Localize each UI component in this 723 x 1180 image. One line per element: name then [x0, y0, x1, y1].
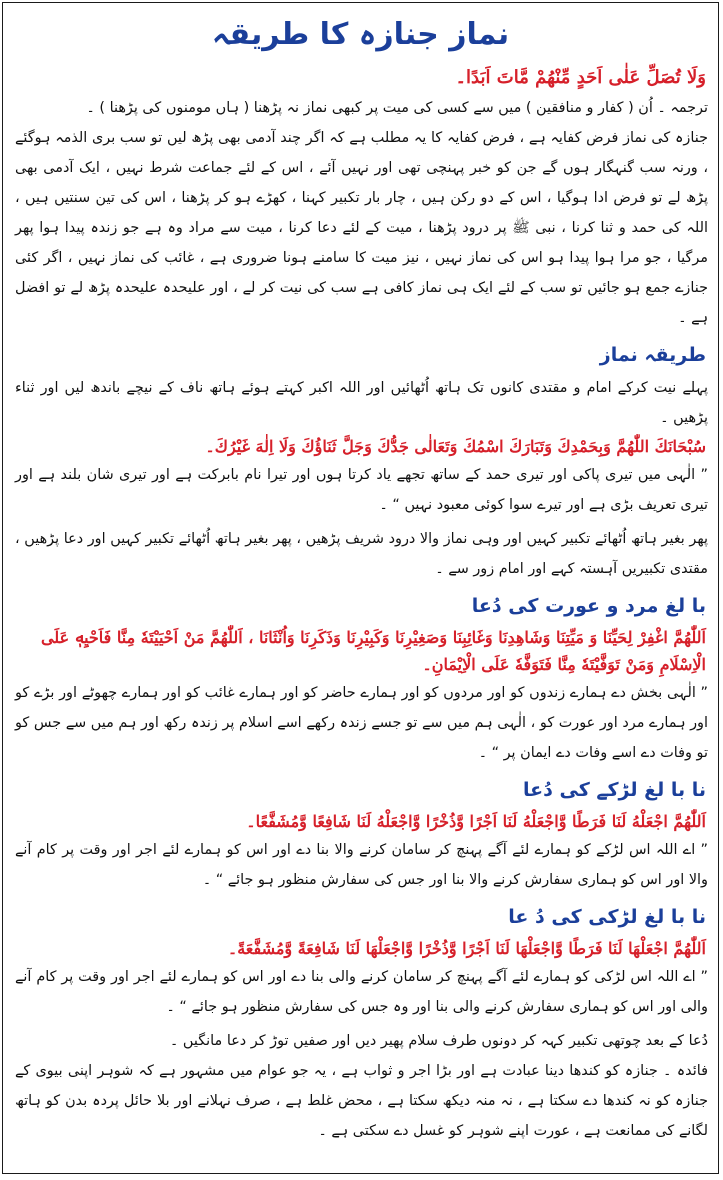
girl-dua-arabic: اَللّٰهُمَّ اجْعَلْهَا لَنَا فَرَطًا وَّاجْعَلْهَا لَنَا اَجْرًا وَّذُخْرًا وَّاجْعَلْهَا لَنَا شَافِعَةً وَّمُشَفَّعَةً۔	[227, 939, 706, 958]
girl-dua-translation: ” اے اللہ اس لڑکی کو ہمارے لئے آگے پہنچ کر سامان کرنے والی بنا دے اور اس کو ہمارے لئے اجر اور وقت پر کام آنے والی اور اس کو ہماری سفارش کرنے والی بنا اور وہ جس کی سفارش منظور ہو جائے “ ۔	[15, 969, 708, 1015]
boy-dua-translation: ” اے اللہ اس لڑکے کو ہمارے لئے آگے پہنچ کر سامان کرنے والا بنا دے اور اس کو ہمارے لئے اجر اور وقت پر کام آنے والا اور اس کو ہماری سفارش کرنے والا بنا اور جس کی سفارش منظور ہو جائے “ ۔	[15, 842, 708, 888]
boy-dua-heading: نا با لغ لڑکے کی دُعا	[523, 779, 706, 801]
method-steps: پھر بغیر ہاتھ اُٹھائے تکبیر کہیں اور وہی نماز والا درود شریف پڑھیں ، پھر بغیر ہاتھ اُٹھائے تکبیر کہیں اور دعا پڑھیں ، مقتدی تکبیریں آہستہ کہے اور امام زور سے ۔	[15, 531, 708, 577]
ayah-translation: ترجمہ ۔ اُن ( کفار و منافقین ) میں سے کسی کی میت پر کبھی نماز نہ پڑھنا ( ہاں مومنوں کی پڑھنا ) ۔	[86, 100, 708, 116]
adult-dua-translation: ” الٰہی بخش دے ہمارے زندوں کو اور مردوں کو اور ہمارے حاضر کو اور ہمارے غائب کو اور ہمارے چھوٹے اور بڑے کو اور ہمارے مرد اور عورت کو ، الٰہی ہم میں سے تو جسے زندہ رکھے اسے اسلام پر زندہ رکھ اور ہم میں سے جس کو تو وفات دے اسے وفات دے ایمان پر “ ۔	[15, 685, 708, 761]
page-title: نماز جنازہ کا طریقہ	[211, 17, 510, 52]
document-page	[2, 2, 719, 1174]
adult-dua-arabic: اَللّٰهُمَّ اغْفِرْ لِحَيِّنَا وَ مَيِّتِنَا وَشَاهِدِنَا وَغَائِبِنَا وَصَغِيْرِنَا وَكَبِيْرِنَا وَذَكَرِنَا وَاُنْثَانَا ، اَللّٰهُمَّ مَنْ اَحْيَيْتَهٗ مِنَّا فَاَحْيِهٖ عَلَی الْاِسْلَامِ وَمَنْ تَوَفَّيْتَهٗ مِنَّا فَتَوَفَّهٗ عَلَی الْاِيْمَانِ۔	[40, 628, 706, 674]
funeral-prayer-ruling: جنازہ کی نماز فرض کفایہ ہے ، فرض کفایہ کا یہ مطلب ہے کہ اگر چند آدمی بھی پڑھ لیں تو سب بری الذمہ ہوگئے ، ورنہ سب گنہگار ہوں گے جن کو خبر پہنچی تھی اور نہیں آئے ، اس کے لئے جماعت شرط نہیں ، ایک آدمی بھی پڑھ لے تو فرض ادا ہوگیا ، اس کے دو رکن ہیں ، چار بار تکبیر کہنا ، کھڑے ہو کر پڑھنا ، اس کی تین سنتیں ہیں ، اللہ کی حمد و ثنا کرنا ، نبی ﷺ پر درود پڑھنا ، میت کے لئے دعا کرنا ، میت سے مراد وہ ہے جو زندہ پیدا ہوا پھر مرگیا ، جو مرا ہوا پیدا ہو اس کی نماز نہیں ، نیز میت کا سامنے ہونا ضروری ہے ، غائب کی نماز نہیں ، اگر کئی جنازے جمع ہو جائیں تو سب کے لئے ایک ہی نماز کافی ہے سب کی نیت کر لے ، اور علیحدہ علیحدہ پڑھ لے تو افضل ہے ۔	[15, 130, 708, 326]
method-heading: طریقہ نماز	[599, 344, 706, 366]
girl-dua-heading: نا با لغ لڑکی کی دُ عا	[508, 906, 706, 928]
thana-arabic: سُبْحَانَكَ اللّٰهُمَّ وَبِحَمْدِكَ وَتَبَارَكَ اسْمُكَ وَتَعَالٰی جَدُّكَ وَجَلَّ ثَنَاؤُكَ وَلَا اِلٰهَ غَيْرُكَ۔	[205, 437, 706, 456]
benefit-note: فائدہ ۔ جنازہ کو کندھا دینا عبادت ہے اور بڑا اجر و ثواب ہے ، یہ جو عوام میں مشہور ہے کہ شوہر اپنی بیوی کے جنازہ کو نہ کندھا دے سکتا ہے ، نہ منہ دیکھ سکتا ہے ، محض غلط ہے ، صرف نہلانے اور بلا حائل پردہ بدن کو ہاتھ لگانے کی ممانعت ہے ، عورت اپنے شوہر کو غسل دے سکتی ہے ۔	[15, 1063, 708, 1139]
after-dua-instruction: دُعا کے بعد چوتھی تکبیر کہہ کر دونوں طرف سلام پھیر دیں اور صفیں توڑ کر دعا مانگیں ۔	[169, 1033, 708, 1049]
boy-dua-arabic: اَللّٰهُمَّ اجْعَلْهُ لَنَا فَرَطًا وَّاجْعَلْهُ لَنَا اَجْرًا وَّذُخْرًا وَّاجْعَلْهُ لَنَا شَافِعًا وَّمُشَفَّعًا۔	[246, 812, 706, 831]
quran-ayah: وَلَا تُصَلِّ عَلٰی اَحَدٍ مِّنْهُمْ مَّاتَ اَبَدًا۔	[455, 67, 706, 88]
method-intention: پہلے نیت کرکے امام و مقتدی کانوں تک ہاتھ اُٹھائیں اور اللہ اکبر کہتے ہوئے ہاتھ ناف کے نیچے باندھ لیں اور ثناء پڑھیں ۔	[15, 380, 708, 426]
thana-translation: ” الٰہی میں تیری پاکی اور تیری حمد کے ساتھ تجھے یاد کرتا ہوں اور تیرا نام بابرکت ہے اور تیری شان بلند ہے اور تیری تعریف بڑی ہے اور تیرے سوا کوئی معبود نہیں “ ۔	[15, 467, 708, 513]
adult-dua-heading: با لغ مرد و عورت کی دُعا	[471, 595, 706, 617]
